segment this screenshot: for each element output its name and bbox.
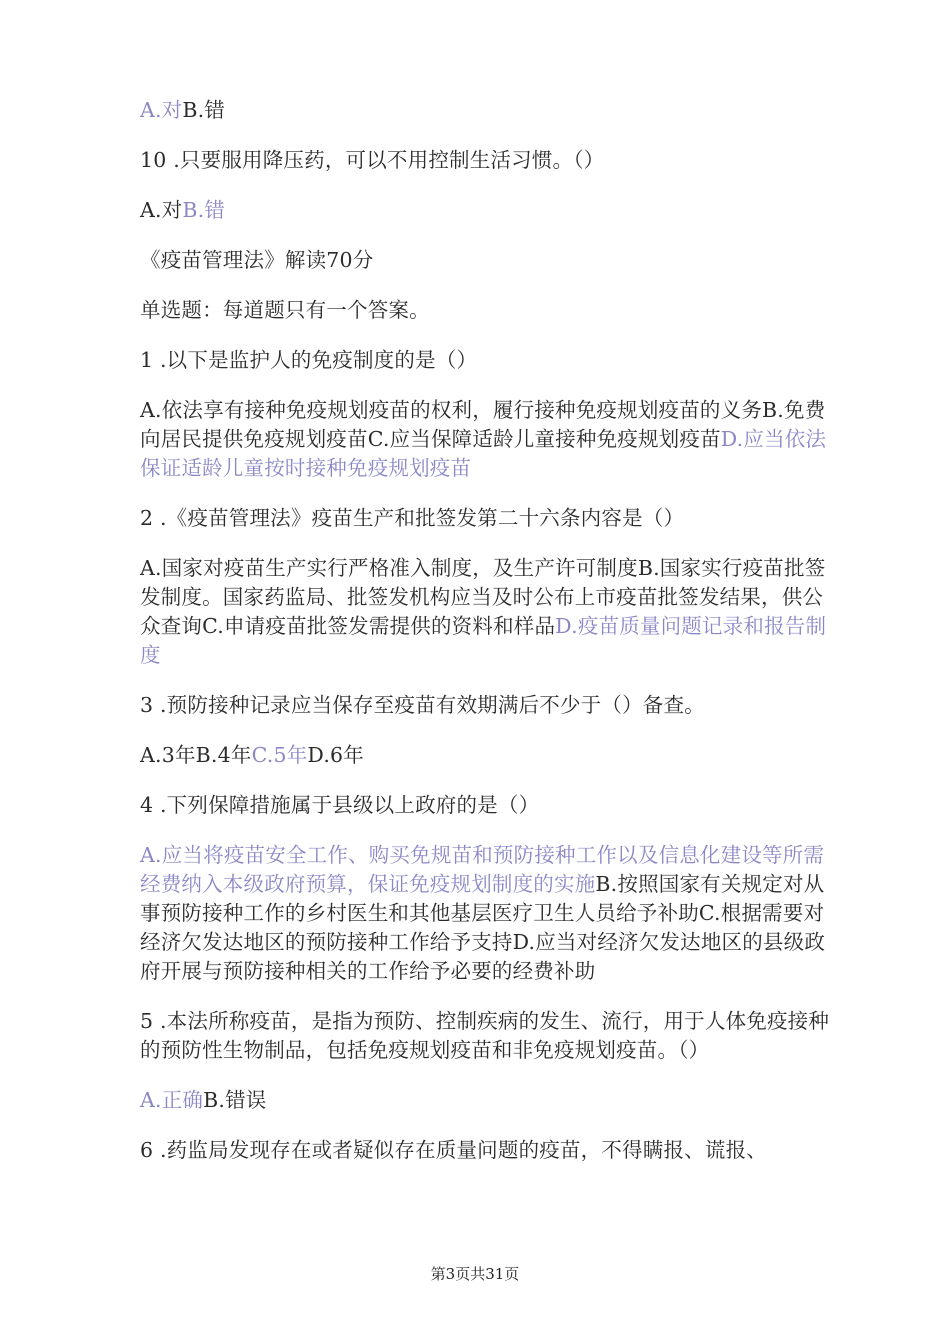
answer-text: A.对: [140, 98, 183, 122]
paragraph: [140, 504, 830, 533]
paragraph: [140, 554, 830, 670]
body-text: A.国家对疫苗生产实行严格准入制度，及生产许可制度B.国家实行疫苗批签发制度。国家药监局、批签发机构应当及时公布上市疫苗批签发结果，供公众查询C.申请疫苗批签发需提供的资料和样品: [140, 556, 826, 638]
paragraph: [140, 1136, 830, 1165]
answer-text: A.正确: [140, 1088, 204, 1112]
body-text: 单选题：每道题只有一个答案。: [140, 298, 430, 322]
body-text: 3 .预防接种记录应当保存至疫苗有效期满后不少于（）备查。: [140, 693, 705, 717]
paragraph: [140, 691, 830, 720]
paragraph: [140, 396, 830, 483]
answer-text: B.错: [182, 198, 226, 222]
answer-text: D.疫苗质量问题记录和报告制度: [140, 614, 827, 667]
body-text: A.对: [140, 198, 183, 222]
body-text: B.错误: [203, 1088, 267, 1112]
body-text: B.按照国家有关规定对从事预防接种工作的乡村医生和其他基层医疗卫生人员给予补助C.根据需要对经济欠发达地区的预防接种工作给予支持D.应当对经济欠发达地区的县级政府开展与预防接种相关的工作给予必要的经费补助: [140, 872, 826, 983]
paragraph: [140, 791, 830, 820]
paragraph: [140, 346, 830, 375]
page-footer: 第3页共31页: [430, 1265, 520, 1283]
body-text: 10 .只要服用降压药，可以不用控制生活习惯。（）: [140, 148, 605, 172]
answer-text: D.应当依法保证适龄儿童按时接种免疫规划疫苗: [140, 427, 827, 480]
body-text: A.3年B.4年: [140, 743, 252, 767]
body-text: B.错: [182, 98, 226, 122]
paragraph: [140, 1007, 830, 1065]
body-text: 4 .下列保障措施属于县级以上政府的是（）: [140, 793, 540, 817]
body-text: 5 .本法所称疫苗，是指为预防、控制疾病的发生、流行，用于人体免疫接种的预防性生物制品，包括免疫规划疫苗和非免疫规划疫苗。（）: [140, 1009, 830, 1062]
body-text: 6 .药监局发现存在或者疑似存在质量问题的疫苗，不得瞒报、谎报、: [140, 1138, 767, 1162]
paragraph: [140, 841, 830, 986]
paragraph: [140, 741, 830, 770]
paragraph: [140, 1086, 830, 1115]
body-text: A.依法享有接种免疫规划疫苗的权利，履行接种免疫规划疫苗的义务B.免费向居民提供免疫规划疫苗C.应当保障适龄儿童接种免疫规划疫苗: [140, 398, 826, 451]
paragraph: [140, 96, 830, 125]
document-body: [140, 96, 830, 1165]
paragraph: [140, 246, 830, 275]
body-text: 《疫苗管理法》解读70分: [140, 248, 374, 272]
body-text: D.6年: [307, 743, 364, 767]
paragraph: [140, 296, 830, 325]
paragraph: [140, 146, 830, 175]
paragraph: [140, 196, 830, 225]
answer-text: A.应当将疫苗安全工作、购买免规苗和预防接种工作以及信息化建设等所需经费纳入本级政府预算，保证免疫规划制度的实施: [140, 843, 825, 896]
answer-text: C.5年: [251, 743, 308, 767]
body-text: 1 .以下是监护人的免疫制度的是（）: [140, 348, 478, 372]
body-text: 2 .《疫苗管理法》疫苗生产和批签发第二十六条内容是（）: [140, 506, 685, 530]
